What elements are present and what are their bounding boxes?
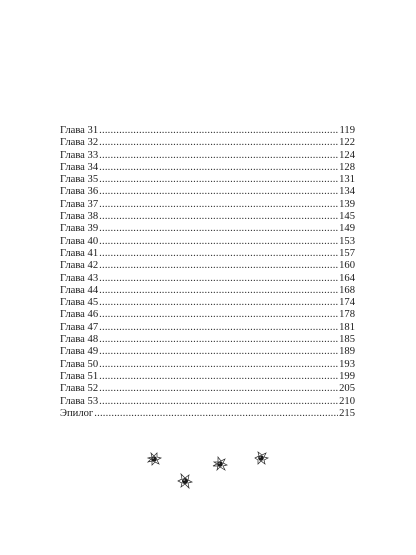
toc-entry-page: 185	[339, 334, 355, 346]
toc-leader-dots	[99, 396, 338, 408]
toc-entry	[60, 371, 355, 383]
toc-entry	[60, 273, 355, 285]
toc-entry-label: Глава 41	[60, 247, 99, 259]
toc-entry	[60, 211, 355, 223]
toc-entry	[60, 322, 355, 334]
toc-leader-dots	[99, 211, 338, 223]
toc-entry	[60, 174, 355, 186]
toc-entry-label: Глава 35	[60, 174, 99, 186]
toc-entry	[60, 150, 355, 162]
toc-entry-page: 119	[339, 125, 355, 136]
toc-entry-page: 168	[339, 284, 355, 296]
toc-entry	[60, 186, 355, 198]
toc-leader-dots	[99, 248, 338, 260]
toc-entry-label: Глава 31	[60, 125, 99, 136]
toc-entry-page: 131	[339, 174, 355, 186]
toc-entry-page: 181	[339, 321, 355, 333]
toc-entry	[60, 359, 355, 371]
toc-leader-dots	[99, 334, 338, 346]
toc-entry-label: Глава 47	[60, 321, 99, 333]
toc-entry	[60, 236, 355, 248]
bullet-hole-icon	[213, 457, 227, 470]
toc-entry-page: 189	[339, 346, 355, 358]
toc-leader-dots	[99, 285, 338, 297]
toc-entry	[60, 383, 355, 395]
toc-entry-page: 164	[339, 272, 355, 284]
toc-leader-dots	[99, 273, 338, 285]
toc-entry-page: 199	[339, 370, 355, 382]
toc-leader-dots	[99, 199, 338, 211]
toc-leader-dots	[99, 186, 338, 198]
toc-entry-page: 174	[339, 297, 355, 309]
toc-entry-page: 153	[339, 235, 355, 247]
toc-entry	[60, 248, 355, 260]
toc-entry	[60, 334, 355, 346]
toc-entry-label: Эпилог	[60, 407, 94, 419]
toc-entry-label: Глава 42	[60, 260, 99, 272]
toc-leader-dots	[99, 236, 338, 248]
toc-entry	[60, 396, 355, 408]
toc-entry-label: Глава 36	[60, 186, 99, 198]
toc-leader-dots	[99, 371, 338, 383]
toc-entry-label: Глава 49	[60, 346, 99, 358]
toc-entry-page: 178	[339, 309, 355, 321]
toc-leader-dots	[99, 309, 338, 321]
toc-entry-page: 149	[339, 223, 355, 235]
bullet-hole-icon	[255, 452, 268, 464]
toc-entry	[60, 137, 355, 149]
toc-entry-page: 205	[339, 383, 355, 395]
toc-entry-page: 134	[339, 186, 355, 198]
toc-leader-dots	[99, 383, 338, 395]
bullet-holes-icon	[140, 448, 280, 498]
toc-entry-label: Глава 50	[60, 358, 99, 370]
toc-leader-dots	[99, 260, 338, 272]
toc-entry-label: Глава 39	[60, 223, 99, 235]
toc-entry	[60, 309, 355, 321]
toc-entry	[60, 285, 355, 297]
toc-entry-label: Глава 43	[60, 272, 99, 284]
toc-entry	[60, 260, 355, 272]
toc-entry-page: 160	[339, 260, 355, 272]
toc-leader-dots	[99, 297, 338, 309]
toc-leader-dots	[99, 162, 338, 174]
toc-entry-page: 139	[339, 198, 355, 210]
table-of-contents	[60, 125, 355, 420]
toc-entry-label: Глава 46	[60, 309, 99, 321]
toc-entry-page: 215	[339, 407, 355, 419]
toc-entry-label: Глава 53	[60, 395, 99, 407]
toc-entry	[60, 199, 355, 211]
toc-leader-dots	[99, 125, 338, 137]
toc-leader-dots	[94, 408, 338, 420]
toc-entry-label: Глава 48	[60, 334, 99, 346]
toc-entry-label: Глава 45	[60, 297, 99, 309]
toc-leader-dots	[99, 174, 338, 186]
bullet-hole-icon	[148, 453, 161, 465]
toc-entry-page: 122	[339, 137, 355, 149]
toc-entry-label: Глава 34	[60, 161, 99, 173]
toc-entry-label: Глава 32	[60, 137, 99, 149]
toc-entry-label: Глава 33	[60, 149, 99, 161]
bullet-hole-icon	[178, 474, 192, 488]
toc-entry-page: 124	[339, 149, 355, 161]
toc-leader-dots	[99, 137, 338, 149]
toc-leader-dots	[99, 359, 338, 371]
toc-entry-label: Глава 52	[60, 383, 99, 395]
toc-leader-dots	[99, 322, 338, 334]
toc-leader-dots	[99, 223, 338, 235]
toc-entry-label: Глава 51	[60, 370, 99, 382]
toc-entry	[60, 297, 355, 309]
toc-entry-label: Глава 37	[60, 198, 99, 210]
toc-entry	[60, 162, 355, 174]
toc-entry-page: 193	[339, 358, 355, 370]
toc-entry-page: 145	[339, 211, 355, 223]
toc-entry-page: 210	[339, 395, 355, 407]
toc-entry-label: Глава 44	[60, 284, 99, 296]
toc-leader-dots	[99, 150, 338, 162]
toc-entry	[60, 223, 355, 235]
toc-entry	[60, 408, 355, 420]
toc-entry	[60, 125, 355, 137]
toc-entry	[60, 346, 355, 358]
toc-leader-dots	[99, 346, 338, 358]
toc-entry-page: 157	[339, 247, 355, 259]
toc-entry-page: 128	[339, 161, 355, 173]
toc-entry-label: Глава 40	[60, 235, 99, 247]
toc-entry-label: Глава 38	[60, 211, 99, 223]
